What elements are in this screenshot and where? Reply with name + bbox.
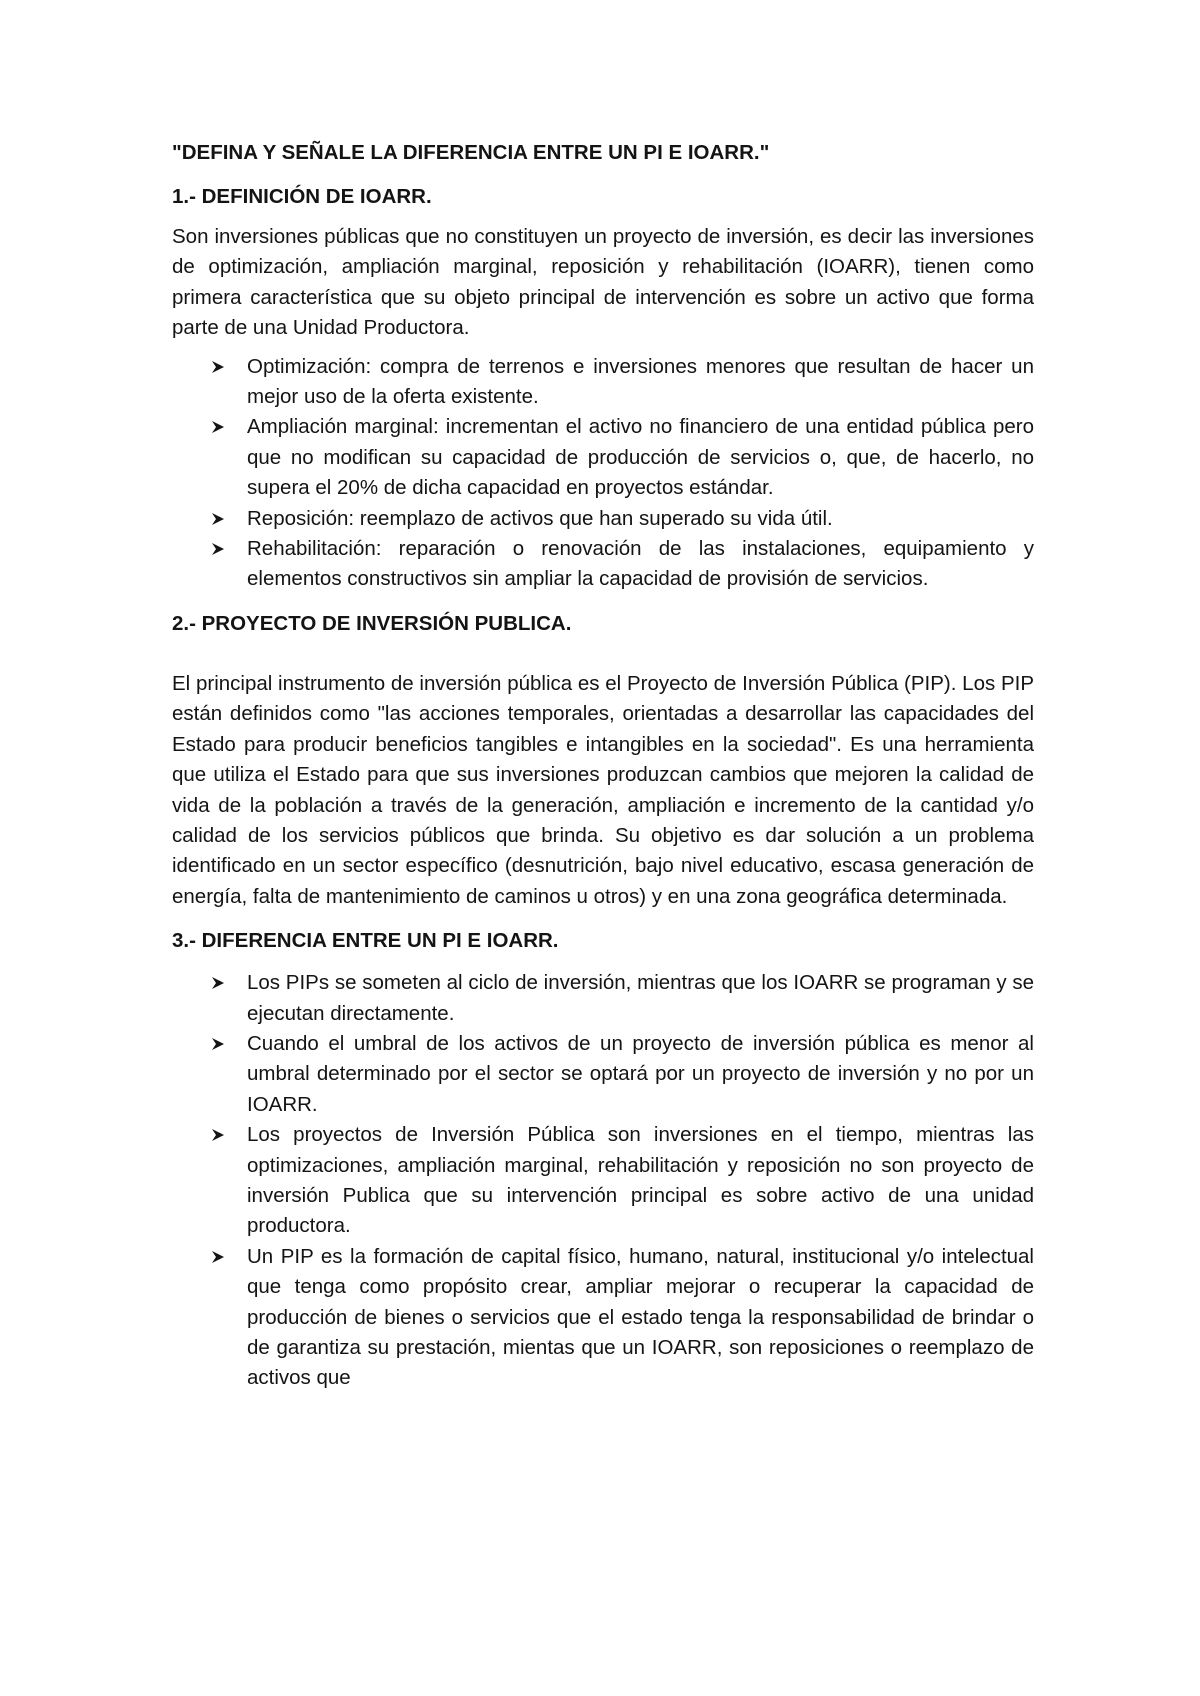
arrowhead-bullet-icon	[209, 1120, 227, 1150]
arrowhead-bullet-icon	[209, 412, 227, 442]
list-item	[247, 534, 1034, 595]
list-item-text: Cuando el umbral de los activos de un proyecto de inversión pública es menor al umbral determinado por el sector se optará por un proyecto de inversión y no por un IOARR.	[247, 1031, 1034, 1116]
section-3-heading: 3.- DIFERENCIA ENTRE UN PI E IOARR.	[172, 929, 559, 953]
list-item	[247, 412, 1034, 503]
section-2-heading: 2.- PROYECTO DE INVERSIÓN PUBLICA.	[172, 611, 572, 635]
document-page	[172, 138, 1034, 1394]
arrowhead-bullet-icon	[209, 534, 227, 564]
list-item-text: Un PIP es la formación de capital físico, humano, natural, institucional y/o intelectual que tenga como propósito crear, ampliar mejorar o recuperar la capacidad de producción de bienes o servicios que el estado tenga la responsabilidad de brindar o de garantiza su prestación, mientas que un IOARR, son reposiciones o reemplazo de activos que	[247, 1244, 1034, 1390]
section-2-paragraph: El principal instrumento de inversión pública es el Proyecto de Inversión Pública (PIP). Los PIP están definidos como "las acciones temporales, orientadas a desarrollar las capacidades del Estado para producir beneficios tangibles e intangibles en la sociedad". Es una herramienta que utiliza el Estado para que sus inversiones produzcan cambios que mejoren la calidad de vida de la población a través de la generación, ampliación e incremento de la cantidad y/o calidad de los servicios públicos que brinda. Su objetivo es dar solución a un problema identificado en un sector específico (desnutrición, bajo nivel educativo, escasa generación de energía, falta de mantenimiento de caminos u otros) y en una zona geográfica determinada.	[172, 671, 1034, 908]
list-item	[247, 504, 1034, 534]
list-item	[247, 1029, 1034, 1120]
arrowhead-bullet-icon	[209, 352, 227, 382]
arrowhead-bullet-icon	[209, 1242, 227, 1272]
section-3-bullet-list	[172, 968, 1034, 1394]
list-item	[247, 1120, 1034, 1242]
list-item	[247, 1242, 1034, 1394]
list-item-text: Ampliación marginal: incrementan el activo no financiero de una entidad pública pero que no modifican su capacidad de producción de servicios o, que, de hacerlo, no supera el 20% de dicha capacidad en proyectos estándar.	[247, 415, 1034, 500]
list-item-text: Los PIPs se someten al ciclo de inversión, mientras que los IOARR se programan y se ejecutan directamente.	[247, 971, 1034, 1025]
arrowhead-bullet-icon	[209, 1029, 227, 1059]
section-1-heading: 1.- DEFINICIÓN DE IOARR.	[172, 185, 432, 208]
section-1-bullet-list	[172, 352, 1034, 595]
list-item-text: Optimización: compra de terrenos e inversiones menores que resultan de hacer un mejor uso de la oferta existente.	[247, 354, 1034, 409]
list-item-text: Reposición: reemplazo de activos que han superado su vida útil.	[247, 506, 833, 530]
list-item	[247, 352, 1034, 413]
list-item-text: Los proyectos de Inversión Pública son inversiones en el tiempo, mientras las optimizaciones, ampliación marginal, rehabilitación y reposición no son proyecto de inversión Publica que su intervención principal es sobre activo de una unidad productora.	[247, 1123, 1034, 1238]
list-item-text: Rehabilitación: reparación o renovación de las instalaciones, equipamiento y elementos constructivos sin ampliar la capacidad de provisión de servicios.	[247, 537, 1034, 591]
arrowhead-bullet-icon	[209, 968, 227, 998]
list-item	[247, 968, 1034, 1029]
section-1-paragraph: Son inversiones públicas que no constituyen un proyecto de inversión, es decir las inversiones de optimización, ampliación marginal, reposición y rehabilitación (IOARR), tienen como primera característica que su objeto principal de intervención es sobre un activo que forma parte de una Unidad Productora.	[172, 225, 1034, 340]
document-title: "DEFINA Y SEÑALE LA DIFERENCIA ENTRE UN PI E IOARR."	[172, 141, 770, 164]
arrowhead-bullet-icon	[209, 504, 227, 534]
